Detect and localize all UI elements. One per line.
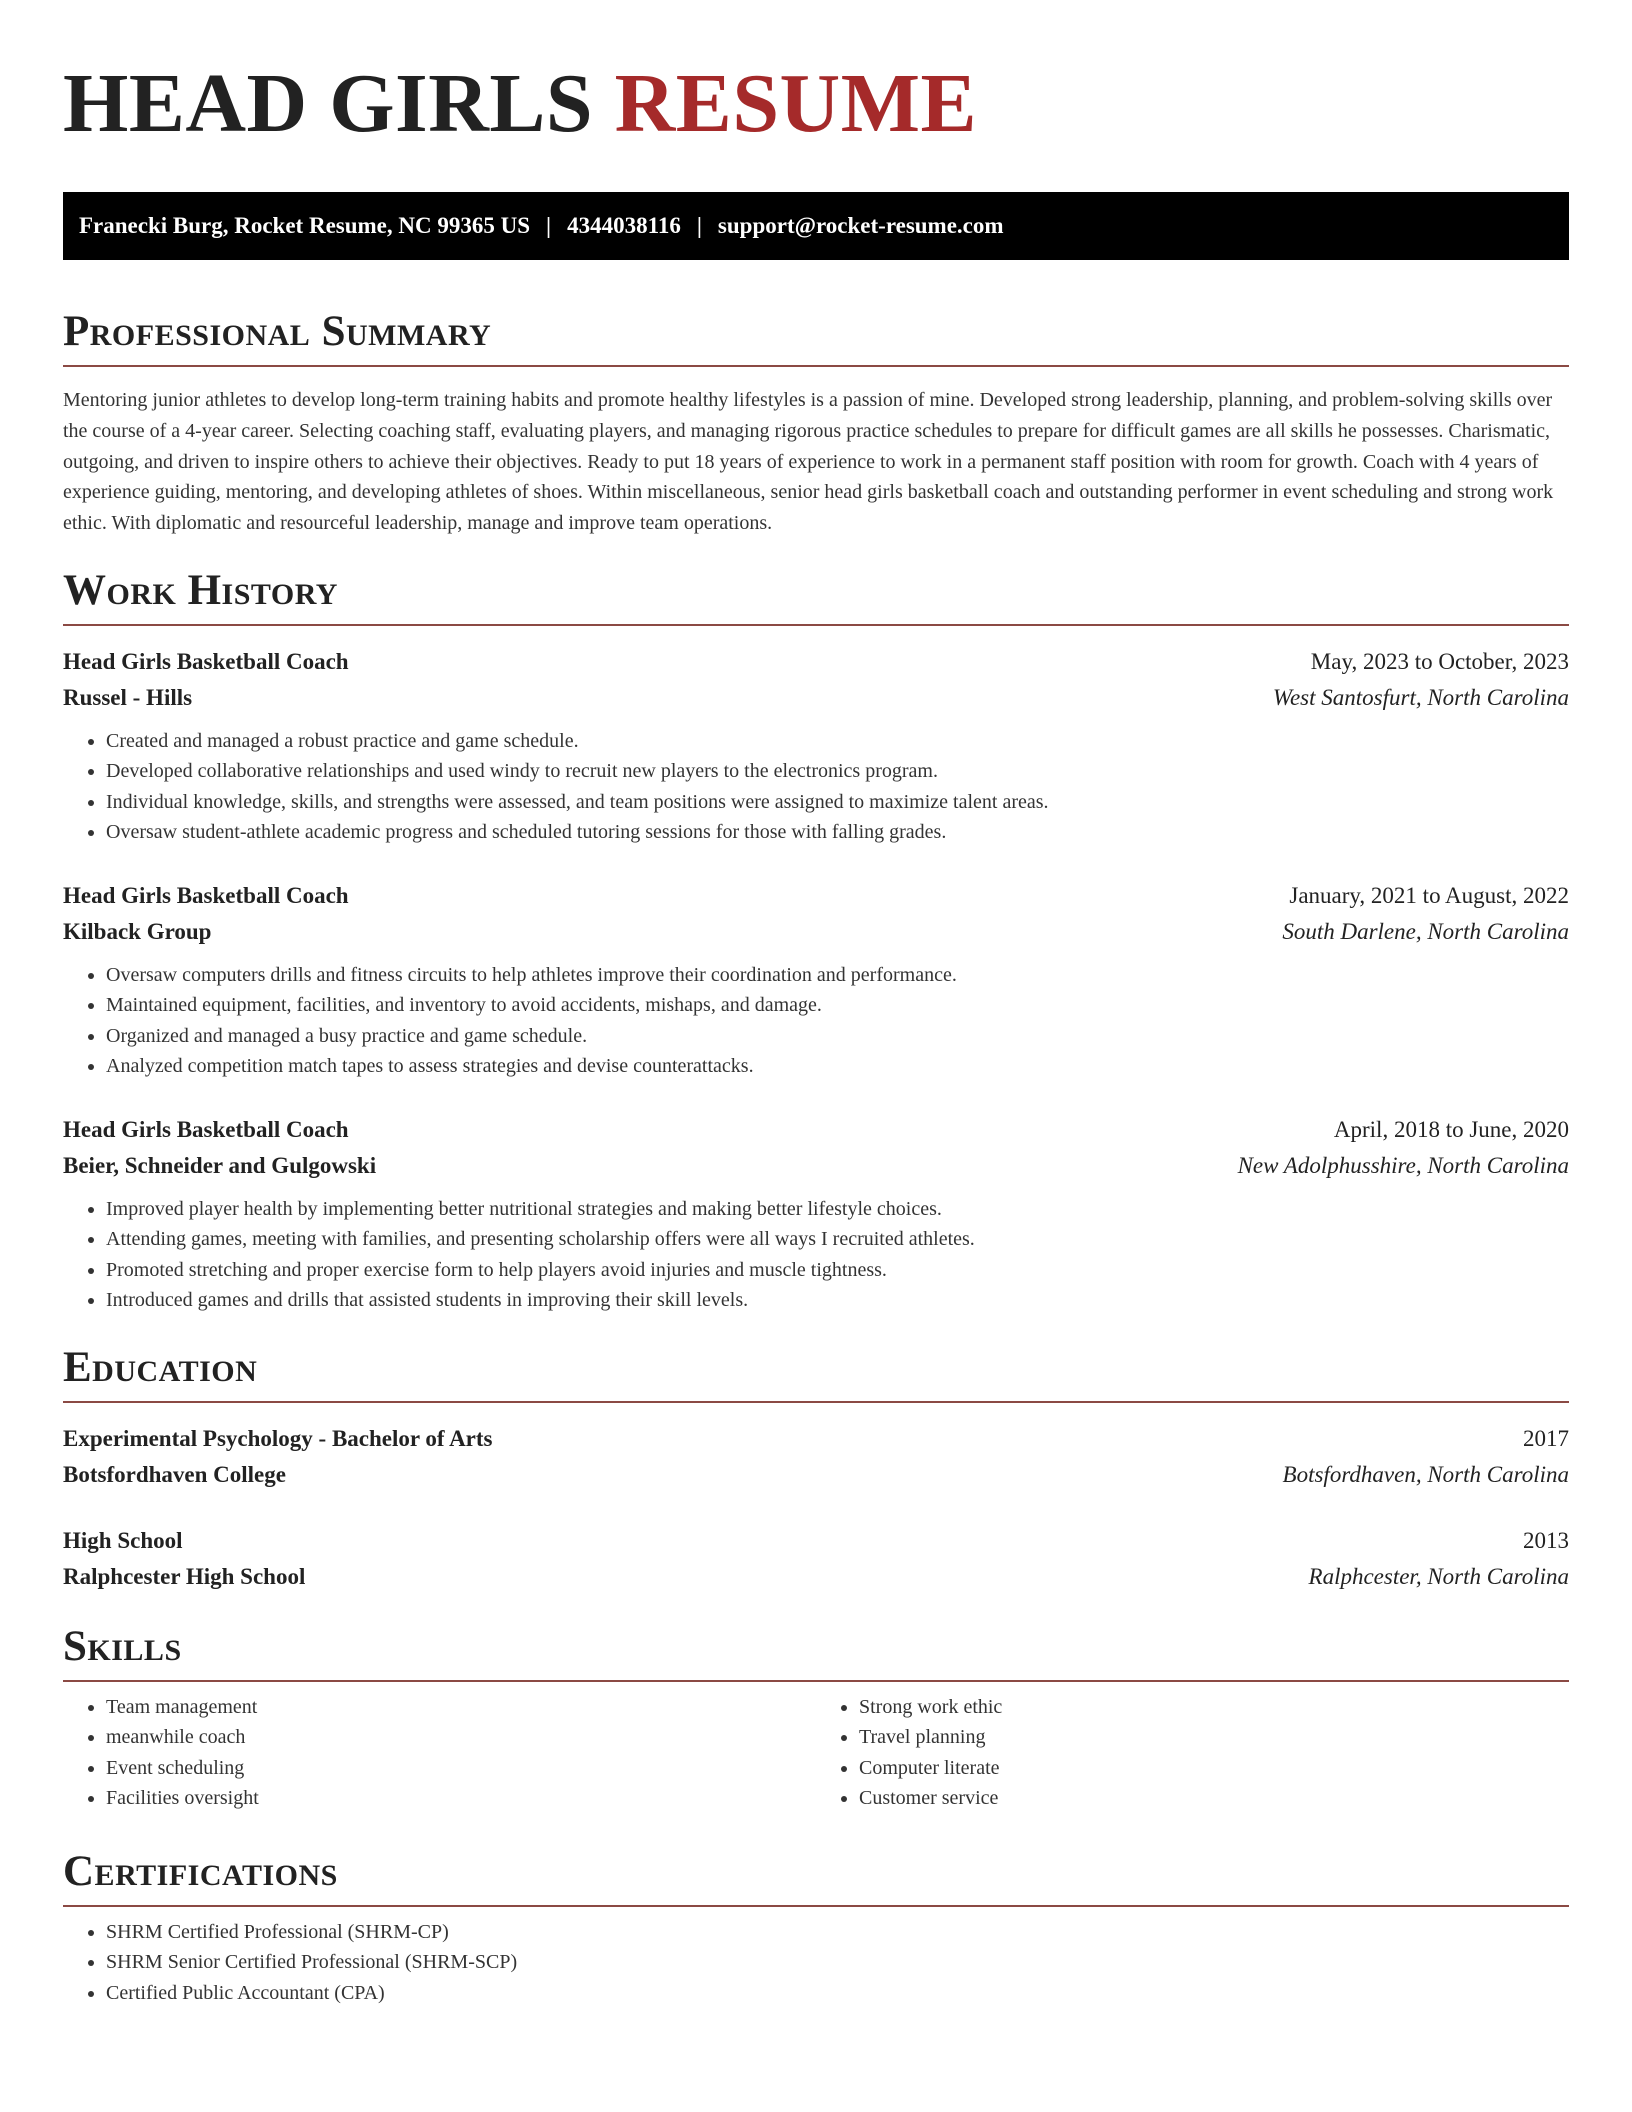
job-entry (63, 878, 1569, 1082)
section-divider (63, 365, 1569, 367)
job-title: Head Girls Basketball Coach (63, 648, 349, 674)
skill-item: • Facilities oversight (106, 1783, 816, 1814)
job-bullet: • Improved player health by implementing better nutritional strategies and making better lifestyle choices. (106, 1194, 1569, 1225)
education-degree: High School (63, 1527, 183, 1553)
section-heading-certifications: Certifications (63, 1847, 338, 1895)
education-school: Ralphcester High School (63, 1563, 306, 1589)
skill-item: • Event scheduling (106, 1753, 816, 1784)
resume-title (63, 52, 1569, 164)
certifications-section (63, 1847, 1569, 2009)
job-location: South Darlene, North Carolina (1282, 918, 1569, 944)
contact-email[interactable]: support@rocket-resume.com (717, 213, 1004, 238)
education-degree: Experimental Psychology - Bachelor of Arts (63, 1425, 493, 1451)
skills-column-right (816, 1692, 1569, 1814)
job-title: Head Girls Basketball Coach (63, 1116, 349, 1142)
skills-grid (63, 1692, 1569, 1814)
skills-column-left (63, 1692, 816, 1814)
job-company: Beier, Schneider and Gulgowski (63, 1152, 377, 1178)
work-section (63, 566, 1569, 1316)
skill-item: • Team management (106, 1692, 816, 1723)
job-bullet: • Analyzed competition match tapes to assess strategies and devise counterattacks. (106, 1051, 1569, 1082)
job-bullet: • Created and managed a robust practice and game schedule. (106, 726, 1569, 757)
job-entry (63, 1112, 1569, 1316)
section-heading-education: Education (63, 1343, 258, 1391)
job-location: West Santosfurt, North Carolina (1272, 684, 1569, 710)
job-bullet: • Individual knowledge, skills, and strengths were assessed, and team positions were assigned to maximize talent areas. (106, 787, 1569, 818)
summary-text: Mentoring junior athletes to develop long-term training habits and promote healthy lifestyles is a passion of mine. Developed strong leadership, planning, and problem-solving skills over the course of a 4-year career. Selecting coaching staff, evaluating players, and managing rigorous practice schedules to prepare for difficult games are all skills he possesses. Charismatic, outgoing, and driven to inspire others to achieve their objectives. Ready to put 18 years of experience to work in a permanent staff position with room for growth. Coach with 4 years of experience guiding, mentoring, and developing athletes of shoes. Within miscellaneous, senior head girls basketball coach and outstanding performer in event scheduling and strong work ethic. With diplomatic and resourceful leadership, manage and improve team operations. (63, 389, 1554, 535)
contact-phone: 4344038116 (567, 213, 681, 238)
education-entry (63, 1421, 1569, 1493)
job-bullet: • Attending games, meeting with families, and presenting scholarship offers were all ways I recruited athletes. (106, 1224, 1569, 1255)
job-bullets (63, 960, 1569, 1082)
job-dates: January, 2021 to August, 2022 (1289, 882, 1569, 908)
skill-item: • Strong work ethic (859, 1692, 1569, 1723)
job-bullet: • Developed collaborative relationships and used windy to recruit new players to the electronics program. (106, 756, 1569, 787)
job-bullet: • Oversaw computers drills and fitness circuits to help athletes improve their coordination and performance. (106, 960, 1569, 991)
certification-item: • SHRM Certified Professional (SHRM-CP) (106, 1917, 1569, 1948)
job-company: Russel - Hills (63, 684, 193, 710)
title-main: HEAD GIRLS (63, 57, 594, 150)
job-bullet: • Maintained equipment, facilities, and inventory to avoid accidents, mishaps, and damage. (106, 990, 1569, 1021)
job-bullet: • Introduced games and drills that assisted students in improving their skill levels. (106, 1285, 1569, 1316)
education-location: Ralphcester, North Carolina (1308, 1563, 1569, 1589)
job-bullets (63, 1194, 1569, 1316)
contact-separator: | (696, 213, 702, 238)
education-entry (63, 1523, 1569, 1595)
certifications-list (63, 1917, 1569, 2009)
section-divider (63, 1905, 1569, 1907)
contact-bar (63, 192, 1569, 260)
job-entry (63, 644, 1569, 848)
section-heading-skills: Skills (63, 1622, 182, 1670)
section-divider (63, 624, 1569, 626)
skill-item: • Customer service (859, 1783, 1569, 1814)
job-company: Kilback Group (63, 918, 212, 944)
section-heading-summary: Professional Summary (63, 308, 492, 355)
section-heading-work: Work History (63, 566, 338, 614)
skill-item: • Computer literate (859, 1753, 1569, 1784)
section-divider (63, 1680, 1569, 1682)
skills-section (63, 1622, 1569, 1814)
skill-item: • meanwhile coach (106, 1722, 816, 1753)
certification-item: • Certified Public Accountant (CPA) (106, 1978, 1569, 2009)
contact-separator: | (546, 213, 552, 238)
education-school: Botsfordhaven College (63, 1461, 286, 1487)
job-bullet: • Organized and managed a busy practice and game schedule. (106, 1021, 1569, 1052)
education-year: 2017 (1523, 1425, 1569, 1451)
education-year: 2013 (1523, 1527, 1569, 1553)
job-location: New Adolphusshire, North Carolina (1237, 1152, 1569, 1178)
job-bullet: • Promoted stretching and proper exercise form to help players avoid injuries and muscle tightness. (106, 1255, 1569, 1286)
job-dates: April, 2018 to June, 2020 (1333, 1116, 1569, 1142)
job-title: Head Girls Basketball Coach (63, 882, 349, 908)
job-bullets (63, 726, 1569, 848)
summary-section (63, 310, 1569, 539)
education-section (63, 1343, 1569, 1595)
certification-item: • SHRM Senior Certified Professional (SHRM-SCP) (106, 1947, 1569, 1978)
section-divider (63, 1401, 1569, 1403)
title-accent: RESUME (614, 57, 978, 150)
education-location: Botsfordhaven, North Carolina (1282, 1461, 1569, 1487)
contact-address: Franecki Burg, Rocket Resume, NC 99365 US (79, 213, 531, 238)
job-dates: May, 2023 to October, 2023 (1310, 648, 1569, 674)
job-bullet: • Oversaw student-athlete academic progress and scheduled tutoring sessions for those with falling grades. (106, 817, 1569, 848)
skill-item: • Travel planning (859, 1722, 1569, 1753)
